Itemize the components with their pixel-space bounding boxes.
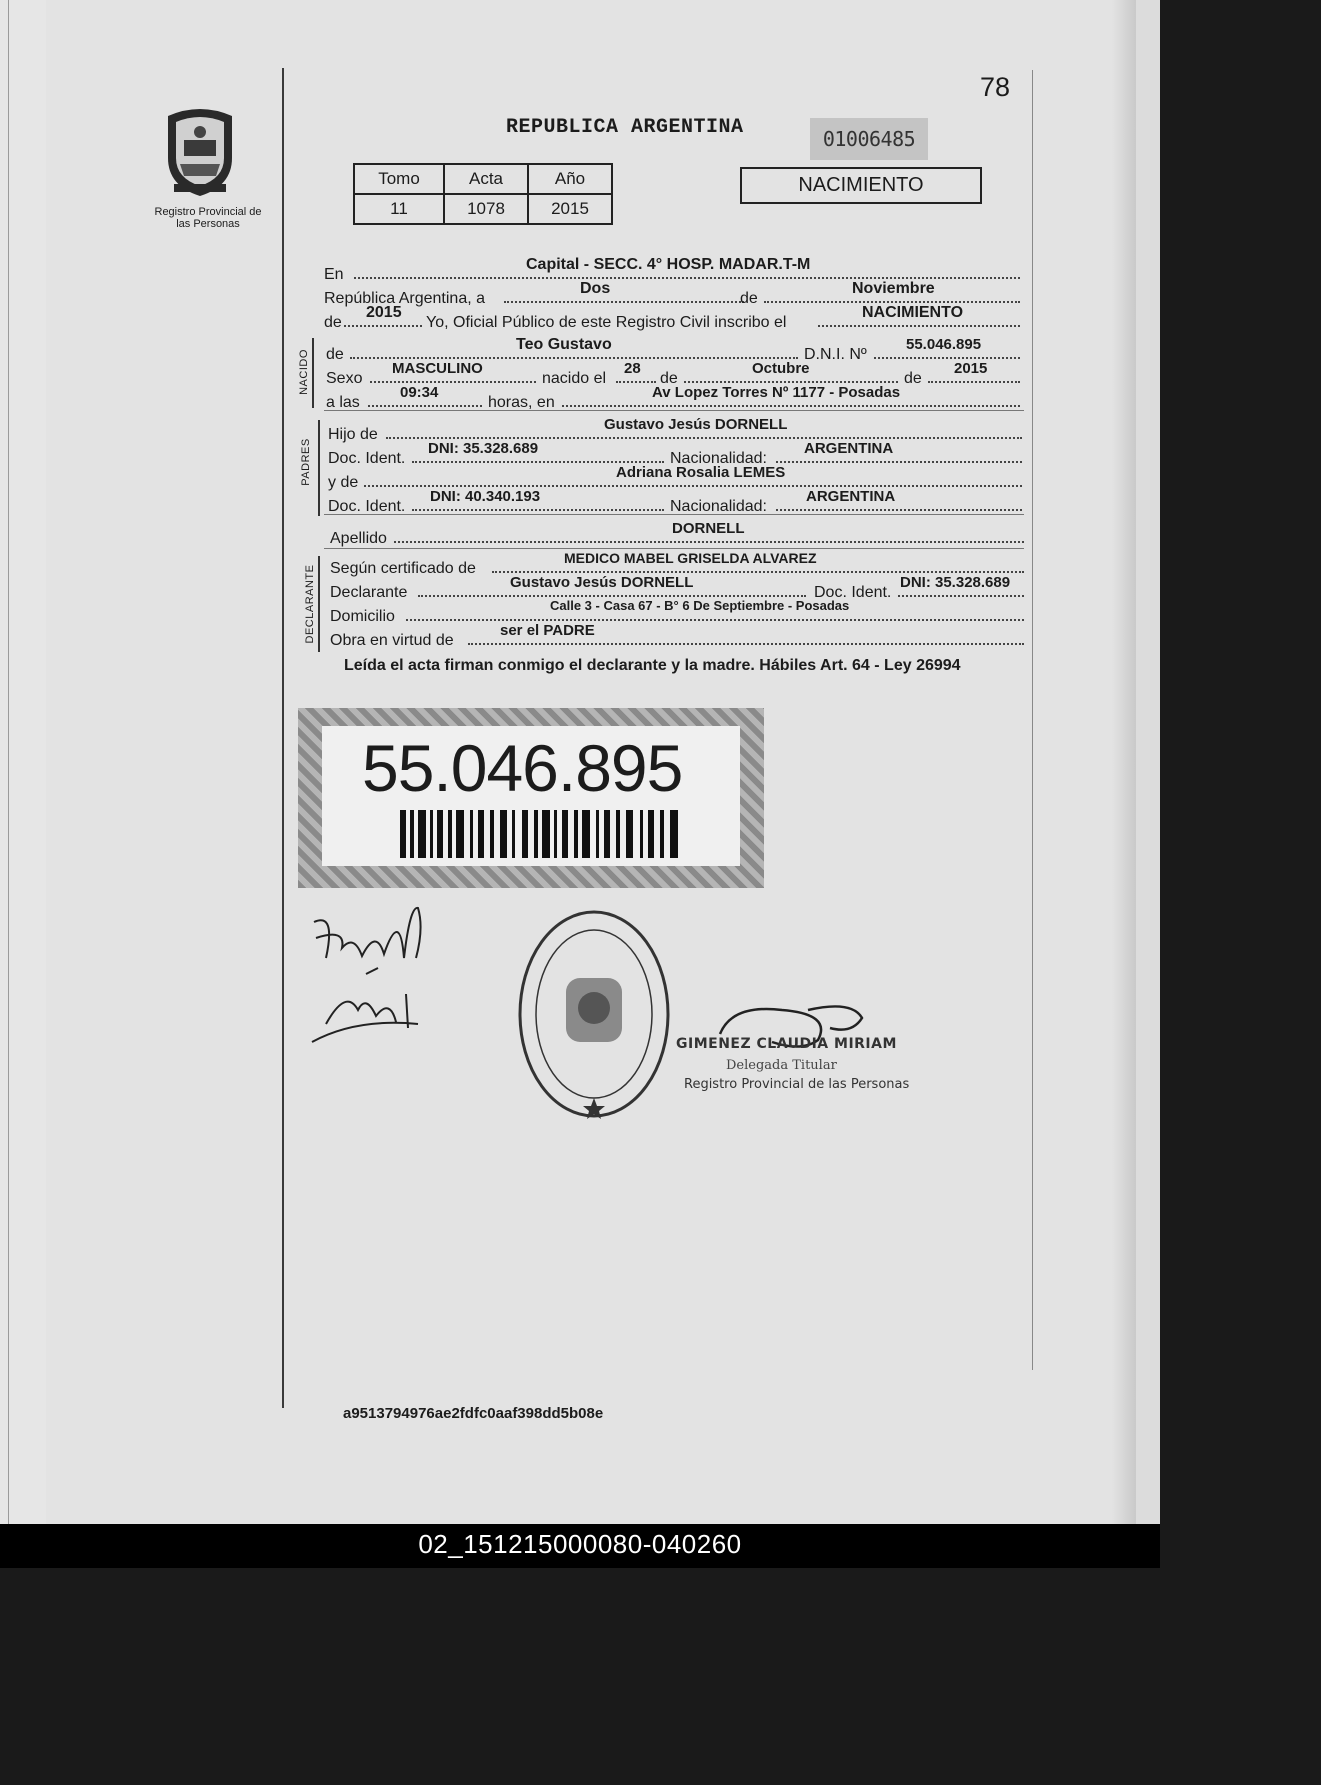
day-value: Dos [580,280,611,297]
section-padres-label: PADRES [300,438,312,486]
delegate-role: Delegada Titular [726,1058,837,1073]
en-label: En [324,266,344,283]
father-doc: DNI: 35.328.689 [428,440,539,457]
page-number: 78 [980,72,1011,102]
declarante-line-cert: Según certificado de MEDICO MABEL GRISELDA ALVAREZ [330,556,1024,580]
padres-line-father-doc: Doc. Ident. DNI: 35.328.689 Nacionalidad: ARGENTINA [328,446,1022,470]
apellido-value: DORNELL [672,520,745,537]
section-nacido-label: NACIDO [298,349,310,395]
delegate-name: GIMENEZ CLAUDIA MIRIAM [676,1036,897,1052]
nacido-line-hora: a las 09:34 horas, en Av Lopez Torres Nº 1177 - Posadas [326,390,1022,414]
birth-day: 28 [624,360,641,377]
declarante-line-name: Declarante Gustavo Jesús DORNELL Doc. Ident. DNI: 35.328.689 [330,580,1024,604]
declarante-line-domicilio: Domicilio Calle 3 - Casa 67 - B° 6 De Septiembre - Posadas [330,604,1024,628]
apellido-line: Apellido DORNELL [330,526,1024,550]
scan-footer-id: 02_151215000080-040260 [0,1524,1160,1568]
birth-time: 09:34 [400,384,439,401]
nacido-line-sexo: Sexo MASCULINO nacido el 28 de Octubre de 2015 [326,366,1022,390]
nacido-line-name: de Teo Gustavo D.N.I. Nº 55.046.895 [326,342,1022,366]
father-name: Gustavo Jesús DORNELL [604,416,788,433]
emblem-caption: Registro Provincial de las Personas [154,206,262,230]
province-crest-logo [160,106,240,198]
handwritten-signatures [306,898,436,1050]
registry-table [353,163,613,225]
en-value: Capital - SECC. 4° HOSP. MADAR.T-M [526,256,811,273]
obra-value: ser el PADRE [500,622,595,639]
birth-place: Av Lopez Torres Nº 1177 - Posadas [652,384,901,401]
mother-nationality: ARGENTINA [806,488,896,505]
birth-month: Octubre [752,360,810,377]
year-value: 2015 [366,304,402,321]
padres-line-mother: y de Adriana Rosalia LEMES [328,470,1022,494]
sticker-dni-number: 55.046.895 [362,731,683,805]
table-header-acta: Acta [444,164,528,194]
child-dni: 55.046.895 [906,336,982,353]
father-nationality: ARGENTINA [804,440,894,457]
table-value-tomo: 11 [354,194,444,224]
inscribe-value: NACIMIENTO [862,304,964,321]
table-header-tomo: Tomo [354,164,444,194]
section-declarante-label: DECLARANTE [304,564,316,644]
child-name: Teo Gustavo [516,336,612,353]
padres-line-father: Hijo de Gustavo Jesús DORNELL [328,422,1022,446]
table-header-ano: Año [528,164,612,194]
document-type-box: NACIMIENTO [740,167,982,204]
record-line-fecha: República Argentina, a Dos de Noviembre [324,286,1024,310]
dni-sticker [298,708,764,888]
birth-year: 2015 [954,360,988,377]
table-value-acta: 1078 [444,194,528,224]
padres-line-mother-doc: Doc. Ident. DNI: 40.340.193 Nacionalidad: ARGENTINA [328,494,1022,518]
closing-statement: Leída el acta firman conmigo el declarante y la madre. Hábiles Art. 64 - Ley 26994 [344,657,961,674]
right-margin-rule [1032,70,1033,1370]
barcode-icon [400,810,680,858]
month-value: Noviembre [852,280,935,297]
previous-page-edge [0,0,48,1524]
sexo-value: MASCULINO [392,360,483,377]
serial-number-stamp: 01006485 [810,118,928,160]
declarante-line-obra: Obra en virtud de ser el PADRE [330,628,1024,652]
document-hash: a9513794976ae2fdfc0aaf398dd5b08e [343,1405,604,1422]
table-value-ano: 2015 [528,194,612,224]
mother-doc: DNI: 40.340.193 [430,488,541,505]
declarante-doc: DNI: 35.328.689 [900,574,1011,591]
declarante-name: Gustavo Jesús DORNELL [510,574,694,591]
domicilio-value: Calle 3 - Casa 67 - B° 6 De Septiembre - Posadas [550,598,850,613]
official-oval-stamp [516,908,672,1120]
left-margin-rule [282,68,284,1408]
delegate-organization: Registro Provincial de las Personas [684,1077,910,1092]
document-title: REPUBLICA ARGENTINA [506,116,744,139]
record-line-year: de 2015 Yo, Oficial Público de este Registro Civil inscribo el NACIMIENTO [324,310,1024,334]
certificate-value: MEDICO MABEL GRISELDA ALVAREZ [564,550,817,566]
mother-name: Adriana Rosalia LEMES [616,464,786,481]
